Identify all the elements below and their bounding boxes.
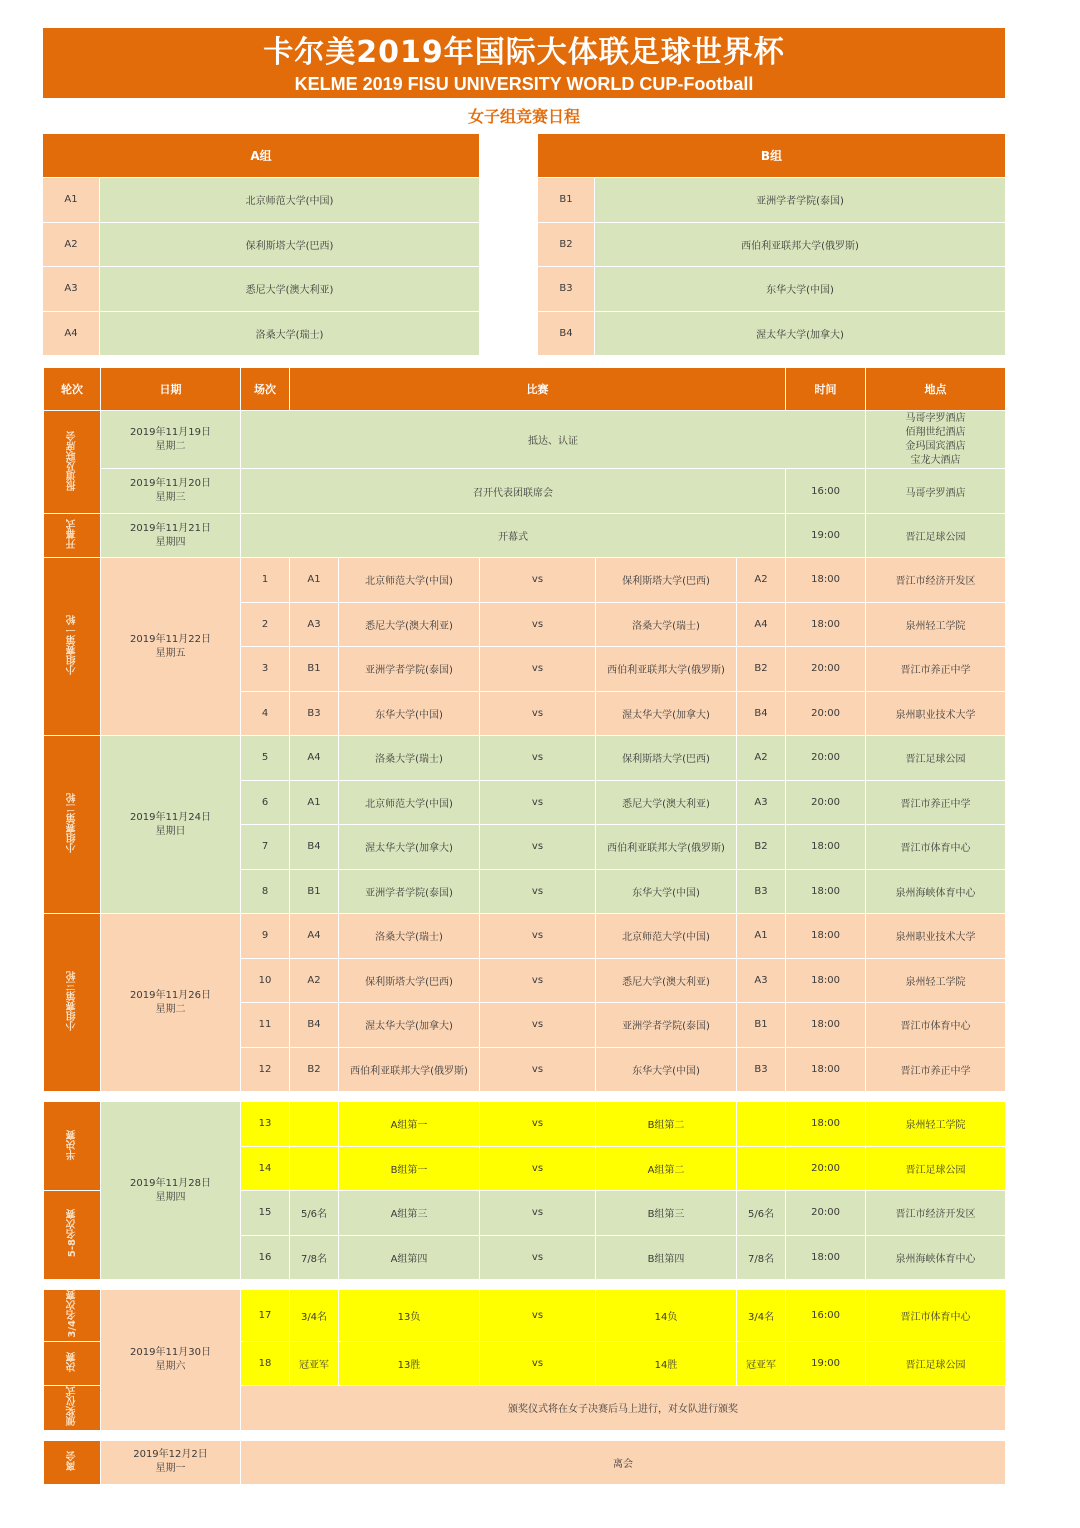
home-code: [290, 1102, 339, 1147]
away-code: [737, 1102, 786, 1147]
time-cell: 18:00: [786, 825, 866, 870]
time-cell: 18:00: [786, 602, 866, 647]
match-no: 6: [241, 780, 290, 825]
title-en: KELME 2019 FISU UNIVERSITY WORLD CUP-Football: [294, 74, 754, 94]
header-row: [44, 368, 1006, 411]
home-code: A2: [290, 958, 339, 1003]
date-cell: 2019年11月21日 星期四: [101, 514, 241, 558]
away-code: A1: [737, 914, 786, 959]
team-row: [538, 266, 1005, 311]
home-team: 保利斯塔大学(巴西): [339, 958, 480, 1003]
time-cell: 16:00: [786, 469, 866, 514]
team-name: 保利斯塔大学(巴西): [100, 223, 479, 267]
home-code: 7/8名: [290, 1235, 339, 1280]
match-no: 4: [241, 691, 290, 736]
vs-label: vs: [480, 1146, 596, 1191]
away-team: 14胜: [596, 1341, 737, 1386]
home-team: 北京师范大学(中国): [339, 780, 480, 825]
home-code: B4: [290, 825, 339, 870]
event-row: [44, 469, 1006, 514]
team-name: 洛桑大学(瑞士): [100, 312, 479, 356]
team-row: [43, 311, 479, 356]
event-cell: 抵达、认证: [241, 411, 866, 469]
match-no: 12: [241, 1047, 290, 1092]
col-match: 比赛: [290, 368, 786, 411]
home-code: A3: [290, 602, 339, 647]
time-cell: 18:00: [786, 1047, 866, 1092]
date-cell: 2019年11月19日 星期二: [101, 411, 241, 469]
vs-label: vs: [480, 736, 596, 781]
team-code: B4: [538, 312, 595, 356]
home-team: 亚洲学者学院(泰国): [339, 869, 480, 914]
match-no: 10: [241, 958, 290, 1003]
vs-label: vs: [480, 558, 596, 603]
date-cell: 2019年12月2日 星期一: [101, 1440, 241, 1485]
home-code: B2: [290, 1047, 339, 1092]
home-team: 13胜: [339, 1341, 480, 1386]
away-team: 悉尼大学(澳大利亚): [596, 958, 737, 1003]
venue-cell: 泉州职业技术大学: [866, 914, 1006, 959]
venue-cell: 泉州海峡体育中心: [866, 869, 1006, 914]
col-match-no: 场次: [241, 368, 290, 411]
match-no: 2: [241, 602, 290, 647]
team-row: [43, 222, 479, 267]
away-code: A2: [737, 736, 786, 781]
away-code: B2: [737, 825, 786, 870]
away-team: 西伯利亚联邦大学(俄罗斯): [596, 647, 737, 692]
round-label: 小组赛第一轮: [44, 558, 101, 736]
date-cell: 2019年11月24日 星期日: [101, 736, 241, 914]
away-team: B组第四: [596, 1235, 737, 1280]
vs-label: vs: [480, 691, 596, 736]
venue-cell: 晋江市体育中心: [866, 1003, 1006, 1048]
team-name: 西伯利亚联邦大学(俄罗斯): [595, 223, 1005, 267]
team-row: [43, 266, 479, 311]
home-code: 冠亚军: [290, 1341, 339, 1386]
event-cell: 召开代表团联席会: [241, 469, 786, 514]
event-row: [44, 1440, 1006, 1485]
away-code: A4: [737, 602, 786, 647]
venue-cell: 泉州海峡体育中心: [866, 1235, 1006, 1280]
venue-cell: 泉州轻工学院: [866, 602, 1006, 647]
vs-label: vs: [480, 602, 596, 647]
event-cell: 开幕式: [241, 514, 786, 558]
home-team: A组第三: [339, 1191, 480, 1236]
venue-cell: 晋江市养正中学: [866, 780, 1006, 825]
round-label: 小组赛第三轮: [44, 914, 101, 1092]
team-row: [538, 177, 1005, 222]
away-team: 东华大学(中国): [596, 1047, 737, 1092]
date-cell: 2019年11月20日 星期三: [101, 469, 241, 514]
date-cell: 2019年11月26日 星期二: [101, 914, 241, 1092]
home-team: 13负: [339, 1290, 480, 1342]
match-row: [44, 558, 1006, 603]
time-cell: 20:00: [786, 736, 866, 781]
home-team: 渥太华大学(加拿大): [339, 825, 480, 870]
round-label: 小组赛第二轮: [44, 736, 101, 914]
home-code: A4: [290, 736, 339, 781]
home-code: A1: [290, 558, 339, 603]
title-banner: [43, 28, 1005, 98]
home-code: A1: [290, 780, 339, 825]
col-date: 日期: [101, 368, 241, 411]
group-b-title: B组: [538, 134, 1005, 177]
home-team: B组第一: [339, 1146, 480, 1191]
team-name: 北京师范大学(中国): [100, 178, 479, 222]
match-no: 17: [241, 1290, 290, 1342]
match-row: [44, 914, 1006, 959]
home-team: 悉尼大学(澳大利亚): [339, 602, 480, 647]
match-no: 14: [241, 1146, 290, 1191]
home-code: 5/6名: [290, 1191, 339, 1236]
away-team: 悉尼大学(澳大利亚): [596, 780, 737, 825]
away-team: 保利斯塔大学(巴西): [596, 736, 737, 781]
match-no: 18: [241, 1341, 290, 1386]
group-a-table: [43, 134, 479, 355]
team-code: A3: [43, 267, 100, 311]
home-code: B1: [290, 647, 339, 692]
away-code: B1: [737, 1003, 786, 1048]
away-code: B4: [737, 691, 786, 736]
vs-label: vs: [480, 825, 596, 870]
match-no: 3: [241, 647, 290, 692]
match-no: 13: [241, 1102, 290, 1147]
title-cn: 卡尔美2019年国际大体联足球世界杯: [263, 35, 785, 70]
match-no: 15: [241, 1191, 290, 1236]
match-no: 7: [241, 825, 290, 870]
venue-cell: 马哥孛罗酒店 佰翔世纪酒店 金玛国宾酒店 宝龙大酒店: [866, 411, 1006, 469]
away-team: 14负: [596, 1290, 737, 1342]
away-code: 冠亚军: [737, 1341, 786, 1386]
venue-cell: 晋江市养正中学: [866, 1047, 1006, 1092]
time-cell: 19:00: [786, 514, 866, 558]
col-time: 时间: [786, 368, 866, 411]
match-row: [44, 736, 1006, 781]
venue-cell: 马哥孛罗酒店: [866, 469, 1006, 514]
time-cell: 18:00: [786, 869, 866, 914]
team-code: A4: [43, 312, 100, 356]
away-code: B3: [737, 869, 786, 914]
away-code: 5/6名: [737, 1191, 786, 1236]
time-cell: 20:00: [786, 780, 866, 825]
away-team: 西伯利亚联邦大学(俄罗斯): [596, 825, 737, 870]
home-team: 西伯利亚联邦大学(俄罗斯): [339, 1047, 480, 1092]
time-cell: 18:00: [786, 1102, 866, 1147]
time-cell: 20:00: [786, 647, 866, 692]
round-label: 决赛: [44, 1341, 101, 1386]
time-cell: 19:00: [786, 1341, 866, 1386]
match-no: 1: [241, 558, 290, 603]
home-code: B4: [290, 1003, 339, 1048]
venue-cell: 晋江足球公园: [866, 514, 1006, 558]
team-row: [43, 177, 479, 222]
away-code: B2: [737, 647, 786, 692]
time-cell: 16:00: [786, 1290, 866, 1342]
match-no: 11: [241, 1003, 290, 1048]
round-label: 颁奖仪式: [44, 1386, 101, 1431]
venue-cell: 晋江市养正中学: [866, 647, 1006, 692]
team-code: A2: [43, 223, 100, 267]
team-code: A1: [43, 178, 100, 222]
team-row: [538, 222, 1005, 267]
home-code: B3: [290, 691, 339, 736]
home-team: 亚洲学者学院(泰国): [339, 647, 480, 692]
away-team: 渥太华大学(加拿大): [596, 691, 737, 736]
away-team: 亚洲学者学院(泰国): [596, 1003, 737, 1048]
home-team: 北京师范大学(中国): [339, 558, 480, 603]
date-cell: 2019年11月30日 星期六: [101, 1290, 241, 1431]
round-label: 3/4名次赛: [44, 1290, 101, 1342]
venue-cell: 泉州轻工学院: [866, 1102, 1006, 1147]
venue-cell: 泉州职业技术大学: [866, 691, 1006, 736]
vs-label: vs: [480, 647, 596, 692]
team-name: 悉尼大学(澳大利亚): [100, 267, 479, 311]
team-code: B2: [538, 223, 595, 267]
round-label: 开幕式: [44, 514, 101, 558]
time-cell: 20:00: [786, 691, 866, 736]
group-b-table: [538, 134, 1005, 355]
venue-cell: 晋江市体育中心: [866, 1290, 1006, 1342]
team-name: 东华大学(中国): [595, 267, 1005, 311]
away-code: [737, 1146, 786, 1191]
team-name: 渥太华大学(加拿大): [595, 312, 1005, 356]
away-team: 北京师范大学(中国): [596, 914, 737, 959]
round-label: 离会: [44, 1440, 101, 1485]
home-code: B1: [290, 869, 339, 914]
time-cell: 20:00: [786, 1146, 866, 1191]
match-no: 9: [241, 914, 290, 959]
event-cell: 离会: [241, 1440, 1006, 1485]
venue-cell: 晋江足球公园: [866, 1146, 1006, 1191]
vs-label: vs: [480, 1290, 596, 1342]
vs-label: vs: [480, 1341, 596, 1386]
vs-label: vs: [480, 869, 596, 914]
award-note: 颁奖仪式将在女子决赛后马上进行，对女队进行颁奖: [241, 1386, 1006, 1431]
away-team: A组第二: [596, 1146, 737, 1191]
time-cell: 20:00: [786, 1191, 866, 1236]
team-code: B3: [538, 267, 595, 311]
vs-label: vs: [480, 780, 596, 825]
away-code: A3: [737, 780, 786, 825]
subtitle: 女子组竞赛日程: [467, 107, 580, 126]
away-team: 洛桑大学(瑞士): [596, 602, 737, 647]
away-code: 3/4名: [737, 1290, 786, 1342]
round-label: 半决赛: [44, 1102, 101, 1191]
home-team: A组第四: [339, 1235, 480, 1280]
venue-cell: 晋江市体育中心: [866, 825, 1006, 870]
vs-label: vs: [480, 1235, 596, 1280]
group-a-title: A组: [43, 134, 479, 177]
match-no: 8: [241, 869, 290, 914]
home-code: [290, 1146, 339, 1191]
round-label: 报道及联席会: [44, 411, 101, 514]
away-code: 7/8名: [737, 1235, 786, 1280]
vs-label: vs: [480, 1047, 596, 1092]
team-code: B1: [538, 178, 595, 222]
vs-label: vs: [480, 914, 596, 959]
home-code: 3/4名: [290, 1290, 339, 1342]
venue-cell: 晋江足球公园: [866, 1341, 1006, 1386]
col-round: 轮次: [44, 368, 101, 411]
col-venue: 地点: [866, 368, 1006, 411]
away-code: B3: [737, 1047, 786, 1092]
home-code: A4: [290, 914, 339, 959]
venue-cell: 泉州轻工学院: [866, 958, 1006, 1003]
away-team: 保利斯塔大学(巴西): [596, 558, 737, 603]
time-cell: 18:00: [786, 1235, 866, 1280]
round-label: 5-8名次赛: [44, 1191, 101, 1280]
match-no: 5: [241, 736, 290, 781]
match-no: 16: [241, 1235, 290, 1280]
event-row: [44, 514, 1006, 558]
away-code: A2: [737, 558, 786, 603]
home-team: 东华大学(中国): [339, 691, 480, 736]
away-code: A3: [737, 958, 786, 1003]
time-cell: 18:00: [786, 914, 866, 959]
venue-cell: 晋江市经济开发区: [866, 558, 1006, 603]
vs-label: vs: [480, 1191, 596, 1236]
match-row: [44, 1290, 1006, 1342]
home-team: 洛桑大学(瑞士): [339, 736, 480, 781]
match-row: [44, 1102, 1006, 1147]
home-team: A组第一: [339, 1102, 480, 1147]
away-team: B组第二: [596, 1102, 737, 1147]
vs-label: vs: [480, 1003, 596, 1048]
event-row: [44, 411, 1006, 469]
venue-cell: 晋江市经济开发区: [866, 1191, 1006, 1236]
date-cell: 2019年11月28日 星期四: [101, 1102, 241, 1280]
vs-label: vs: [480, 1102, 596, 1147]
away-team: 东华大学(中国): [596, 869, 737, 914]
time-cell: 18:00: [786, 1003, 866, 1048]
venue-cell: 晋江足球公园: [866, 736, 1006, 781]
home-team: 洛桑大学(瑞士): [339, 914, 480, 959]
time-cell: 18:00: [786, 958, 866, 1003]
team-row: [538, 311, 1005, 356]
time-cell: 18:00: [786, 558, 866, 603]
team-name: 亚洲学者学院(泰国): [595, 178, 1005, 222]
away-team: B组第三: [596, 1191, 737, 1236]
vs-label: vs: [480, 958, 596, 1003]
schedule-table: [43, 367, 1006, 1485]
date-cell: 2019年11月22日 星期五: [101, 558, 241, 736]
home-team: 渥太华大学(加拿大): [339, 1003, 480, 1048]
